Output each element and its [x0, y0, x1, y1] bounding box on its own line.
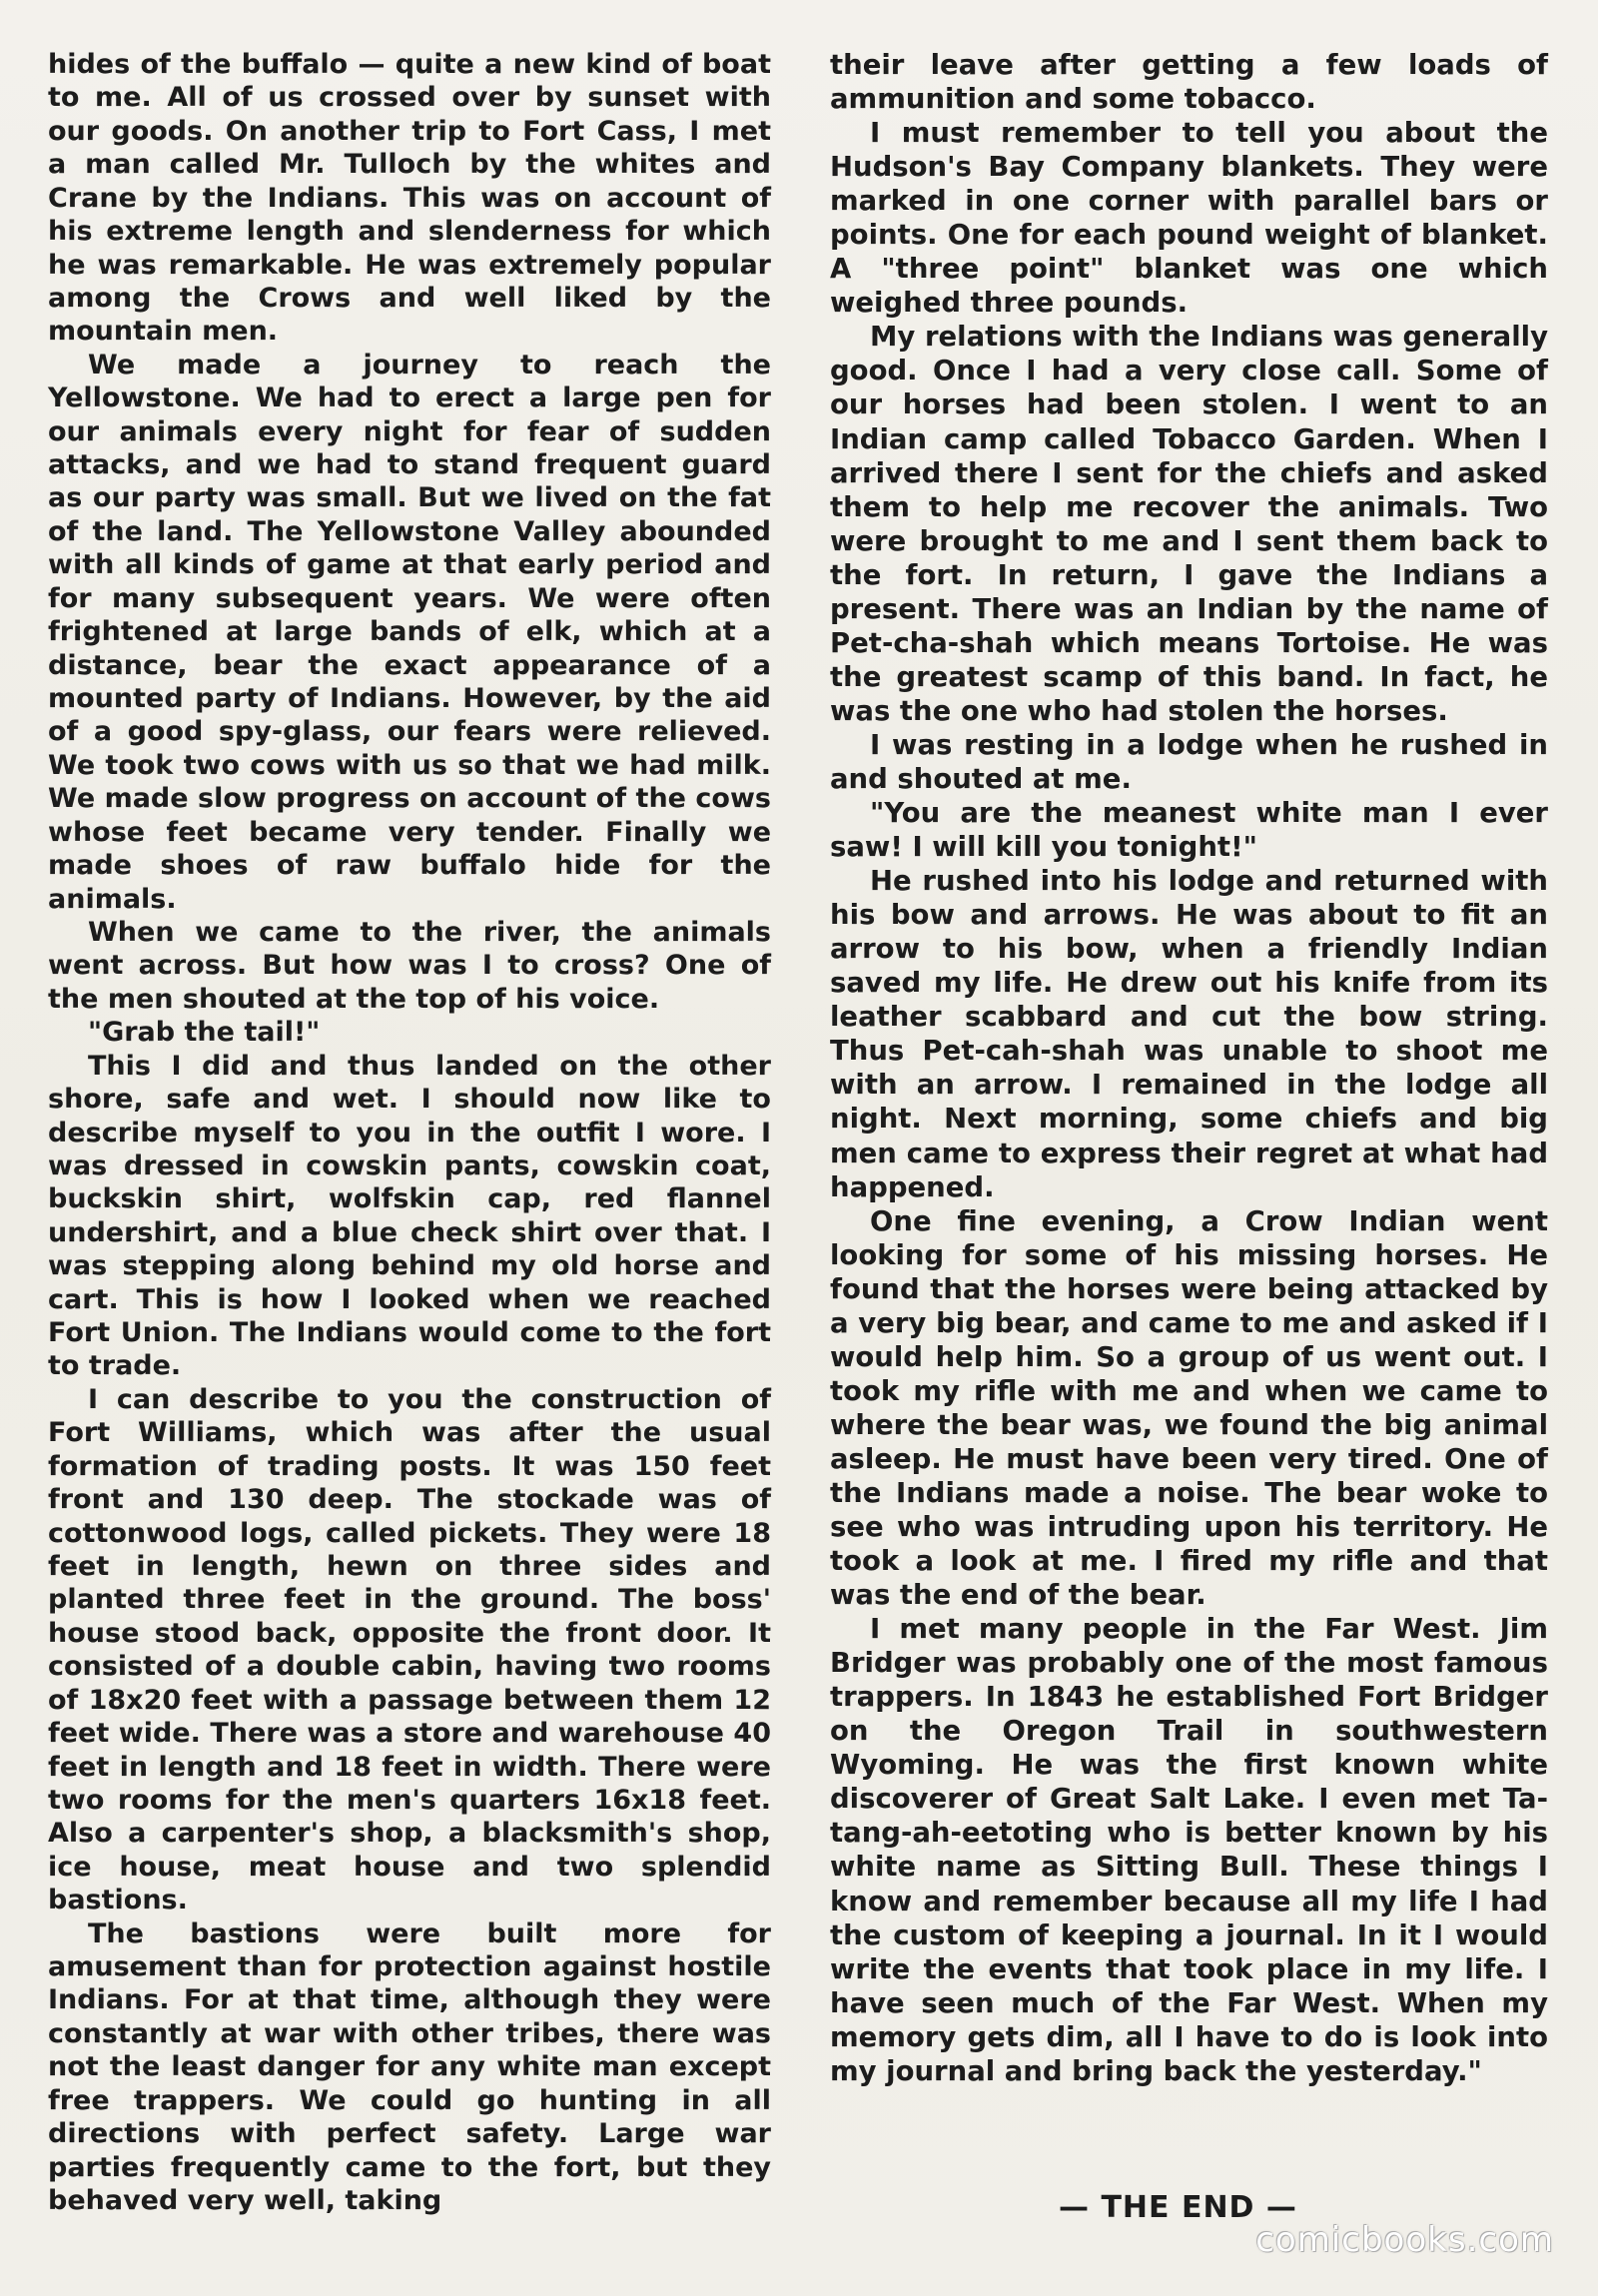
paragraph: hides of the buffalo — quite a new kind of boat to me. All of us crossed over by sunset with our goods. On another trip to Fort Cass, I met a man called Mr. Tulloch by the whites and Crane by the Indians. This was on account of his extreme length and slenderness for which he was remarkable. He was extremely popular among the Crows and well liked by the mountain men. [48, 49, 771, 348]
quote-paragraph: "Grab the tail!" [88, 1017, 321, 1049]
paragraph: I can describe to you the construction of Fort Williams, which was after the usual formation of trading posts. It was 150 feet front and 130 deep. The stockade was of cottonwood logs, called pickets. They were 18 feet in length, hewn on three sides and planted three feet in the ground. The boss' house stood back, opposite the front door. It consisted of a double cabin, having two rooms of 18x20 feet with a passage between them 12 feet wide. There was a store and warehouse 40 feet in length and 18 feet in width. There were two rooms for the men's quarters 16x18 feet. Also a carpenter's shop, a blacksmith's shop, ice house, meat house and two splendid bastions. [48, 1383, 771, 1916]
paragraph: I met many people in the Far West. Jim Bridger was probably one of the most famous trappers. In 1843 he established Fort Bridger on the Oregon Trail in southwestern Wyoming. He was the first known white discoverer of Great Salt Lake. I even met Ta-tang-ah-eetoting who is better known by his white name as Sitting Bull. These things I know and remember because all my life I had the custom of keeping a journal. In it I would write the events that took place in my life. I have seen much of the Far West. When my memory gets dim, all I have to do is look into my journal and bring back the yesterday." [830, 1613, 1548, 2087]
paragraph: He rushed into his lodge and returned with his bow and arrows. He was about to fit an arrow to his bow, when a friendly Indian saved my life. He drew out his knife from its leather scabbard and cut the bow string. Thus Pet-cah-shah was unable to shoot me with an arrow. I remained in the lodge all night. Next morning, some chiefs and big men came to express their regret at what had happened. [830, 865, 1548, 1203]
paragraph: their leave after getting a few loads of ammunition and some tobacco. [830, 49, 1548, 116]
paragraph: I must remember to tell you about the Hudson's Bay Company blankets. They were marked in one corner with parallel bars or points. One for each pound weight of blanket. A "three point" blanket was one which weighed three pounds. [830, 117, 1548, 320]
left-text-column [48, 48, 771, 2217]
site-watermark: comicbooks.com [1255, 2220, 1554, 2260]
quote-paragraph: "You are the meanest white man I ever saw! I will kill you tonight!" [830, 797, 1548, 864]
paragraph: We made a journey to reach the Yellowstone. We had to erect a large pen for our animals every night for fear of sudden attacks, and we had to stand frequent guard as our party was small. But we lived on the fat of the land. The Yellowstone Valley abounded with all kinds of game at that early period and for many subsequent years. We were often frightened at large bands of elk, which at a distance, bear the exact appearance of a mounted party of Indians. However, by the aid of a good spy-glass, our fears were relieved. We took two cows with us so that we had milk. We made slow progress on account of the cows whose feet became very tender. Finally we made shoes of raw buffalo hide for the animals. [48, 349, 771, 915]
paragraph: I was resting in a lodge when he rushed in and shouted at me. [830, 728, 1548, 795]
paragraph: This I did and thus landed on the other shore, safe and wet. I should now like to describe myself to you in the outfit I wore. I was dressed in cowskin pants, cowskin coat, buckskin shirt, wolfskin cap, red flannel undershirt, and a blue check shirt over that. I was stepping along behind my old horse and cart. This is how I looked when we reached Fort Union. The Indians would come to the fort to trade. [48, 1050, 771, 1382]
paragraph: One fine evening, a Crow Indian went looking for some of his missing horses. He found that the horses were being attacked by a very big bear, and came to me and asked if I would help him. So a group of us went out. I took my rifle with me and when we came to where the bear was, we found the big animal asleep. He must have been very tired. One of the Indians made a noise. The bear woke to see who was intruding upon his territory. He took a look at me. I fired my rifle and that was the end of the bear. [830, 1204, 1548, 1612]
paragraph: The bastions were built more for amusement than for protection against hostile Indians. For at that time, although they were constantly at war with other tribes, there was not the least danger for any white man except free trappers. We could go hunting in all directions with perfect safety. Large war parties frequently came to the fort, but they behaved very well, taking [48, 1917, 771, 2216]
paragraph: When we came to the river, the animals went across. But how was I to cross? One of the men shouted at the top of his voice. [48, 916, 771, 1015]
right-text-column [830, 48, 1548, 2088]
the-end-marker: — THE END — [1059, 2190, 1297, 2225]
paragraph: My relations with the Indians was generally good. Once I had a very close call. Some of our horses had been stolen. I went to an Indian camp called Tobacco Garden. When I arrived there I sent for the chiefs and asked them to help me recover the animals. Two were brought to me and I sent them back to the fort. In return, I gave the Indians a present. There was an Indian by the name of Pet-cha-shah which means Tortoise. He was the greatest scamp of this band. In fact, he was the one who had stolen the horses. [830, 321, 1548, 727]
